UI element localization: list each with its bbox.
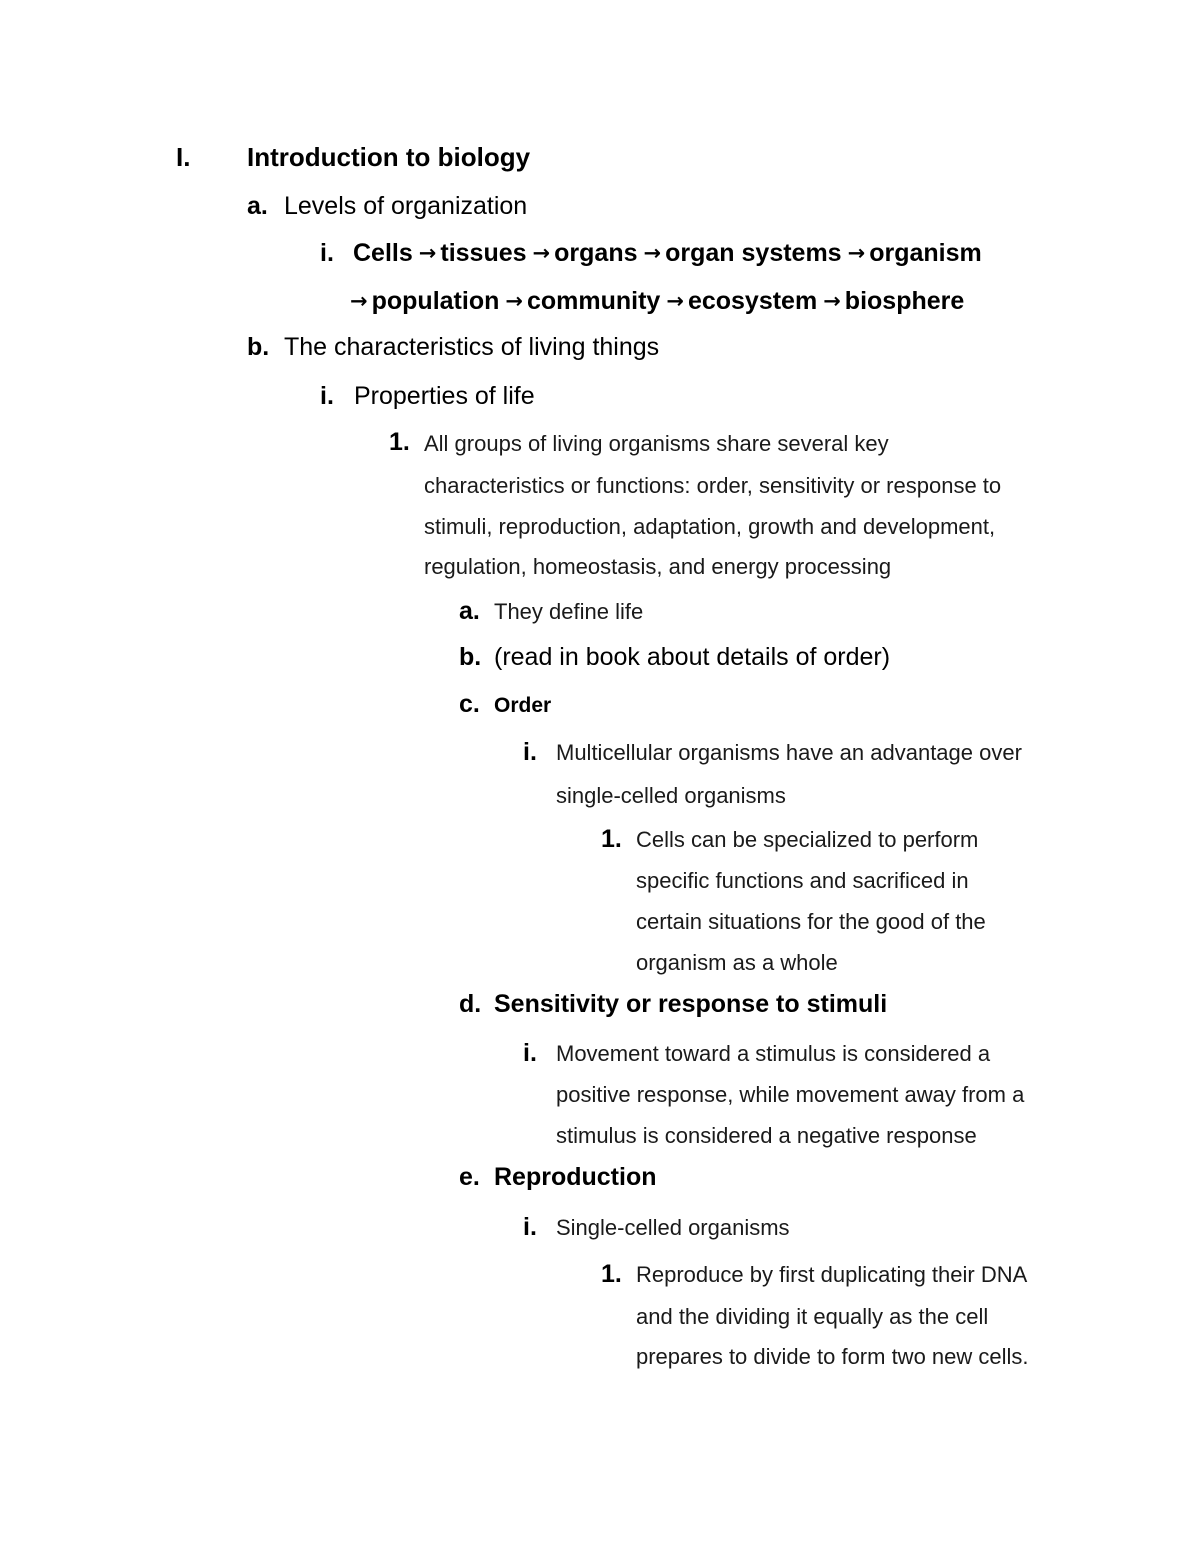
property-heading: Sensitivity or response to stimuli: [494, 990, 888, 1018]
paragraph-line: prepares to divide to form two new cells.: [636, 1344, 1029, 1369]
paragraph-line: characteristics or functions: order, sensitivity or response to: [424, 473, 1002, 498]
outline-marker-b: b.: [459, 643, 482, 671]
chain-term: biosphere: [844, 287, 965, 315]
outline-marker-d: d.: [459, 990, 482, 1018]
outline-marker-e: e.: [459, 1163, 480, 1191]
paragraph-line: Reproduce by first duplicating their DNA: [636, 1262, 1028, 1287]
paragraph-line: certain situations for the good of the: [636, 909, 986, 934]
chain-term: population: [371, 287, 500, 315]
outline-marker-1: 1.: [601, 825, 622, 853]
chain-term: organism: [869, 239, 982, 267]
topic-title: Properties of life: [354, 382, 535, 410]
paragraph-line: organism as a whole: [636, 950, 838, 975]
arrow-right-icon: →: [666, 289, 684, 313]
outline-marker-a: a.: [247, 192, 268, 220]
arrow-right-icon: →: [418, 241, 437, 265]
property-note: (read in book about details of order): [494, 643, 891, 671]
chain-term: ecosystem: [687, 287, 818, 315]
paragraph-line: Single-celled organisms: [556, 1215, 790, 1240]
outline-marker-i: i.: [320, 382, 334, 410]
outline-marker-i: i.: [320, 239, 334, 267]
paragraph-line: stimulus is considered a negative response: [556, 1123, 977, 1148]
arrow-right-icon: →: [823, 289, 841, 313]
outline-marker-roman: I.: [176, 142, 191, 172]
outline-marker-1: 1.: [389, 428, 410, 456]
paragraph-line: stimuli, reproduction, adaptation, growth and development,: [424, 514, 996, 539]
chain-term: organs: [554, 239, 638, 267]
organization-chain-line-2: [350, 287, 964, 316]
section-title: Introduction to biology: [247, 142, 531, 172]
outline-marker-a: a.: [459, 597, 480, 625]
outline-marker-1: 1.: [601, 1260, 622, 1288]
outline-marker-c: c.: [459, 690, 480, 718]
subsection-title: Levels of organization: [284, 192, 528, 220]
paragraph-line: All groups of living organisms share several key: [424, 431, 889, 456]
chain-term: organ systems: [665, 239, 842, 267]
property-heading: Order: [494, 694, 552, 717]
arrow-right-icon: →: [532, 241, 551, 265]
organization-chain-line-1: [353, 239, 982, 268]
paragraph-line: Movement toward a stimulus is considered a: [556, 1041, 991, 1066]
outline-marker-i: i.: [523, 1213, 537, 1241]
outline-marker-i: i.: [523, 738, 537, 766]
paragraph-line: positive response, while movement away from a: [556, 1082, 1025, 1107]
arrow-right-icon: →: [505, 289, 523, 313]
paragraph-line: and the dividing it equally as the cell: [636, 1304, 989, 1329]
paragraph-line: Cells can be specialized to perform: [636, 827, 979, 852]
paragraph-line: regulation, homeostasis, and energy processing: [424, 554, 892, 579]
paragraph-line: specific functions and sacrificed in: [636, 868, 969, 893]
chain-term: tissues: [440, 239, 527, 267]
arrow-right-icon: →: [350, 289, 368, 313]
paragraph-line: single-celled organisms: [556, 783, 786, 808]
outline-marker-i: i.: [523, 1039, 537, 1067]
chain-term: Cells: [353, 239, 413, 267]
chain-term: community: [526, 287, 661, 315]
outline-marker-b: b.: [247, 333, 270, 361]
property-text: They define life: [494, 599, 644, 624]
arrow-right-icon: →: [847, 241, 866, 265]
subsection-title: The characteristics of living things: [284, 333, 660, 361]
paragraph-line: Multicellular organisms have an advantage over: [556, 740, 1022, 765]
arrow-right-icon: →: [643, 241, 662, 265]
property-heading: Reproduction: [494, 1163, 657, 1191]
